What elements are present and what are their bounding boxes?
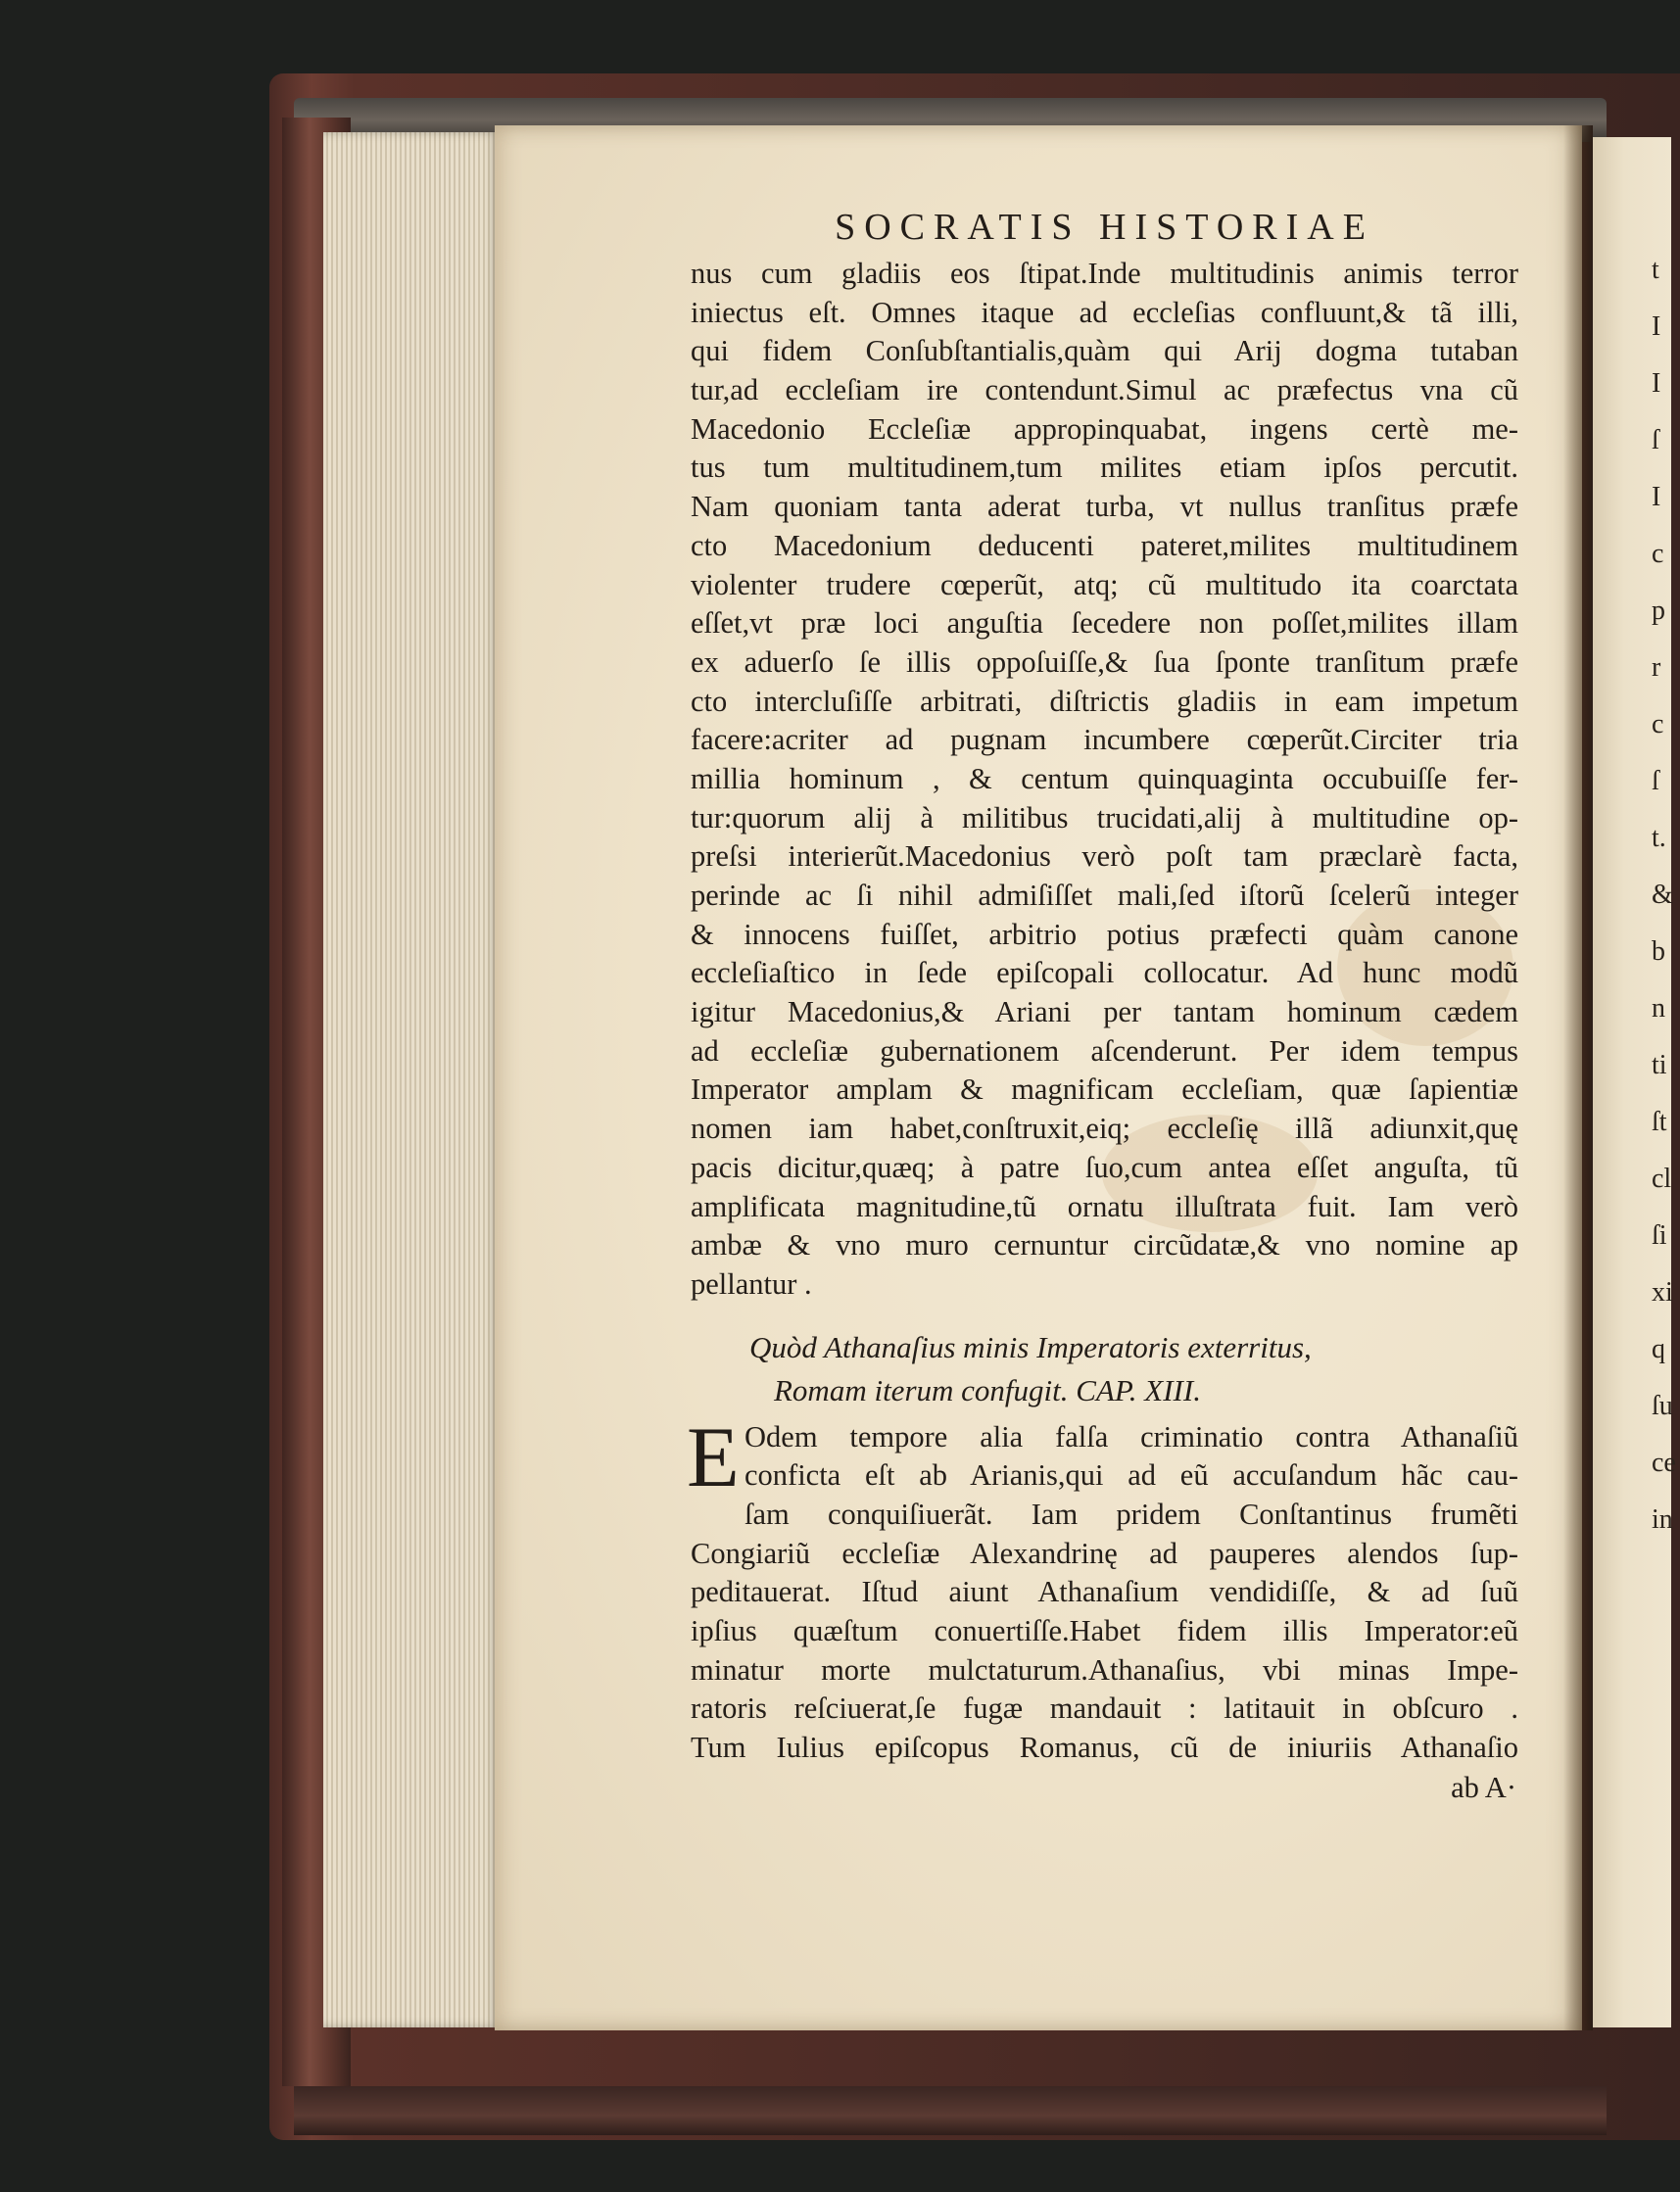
facing-page-fragment: xi	[1652, 1277, 1673, 1308]
text-line: ſam conquiſiuerãt. Iam pridem Conſtantinus frumẽti	[744, 1497, 1518, 1531]
text-line: Nam quoniam tanta aderat turba, vt nullus tranſitus præfe	[691, 490, 1518, 524]
facing-page-fragment: I	[1652, 311, 1661, 342]
facing-page-fragment: n	[1652, 993, 1665, 1024]
text-line: iniectus eſt. Omnes itaque ad eccleſias confluunt,& tã illi,	[691, 295, 1518, 329]
text-line: peditauerat. Iſtud aiunt Athanaſium vendidiſſe, & ad ſuũ	[691, 1575, 1518, 1609]
page-gutter	[1563, 125, 1593, 2030]
chapter-heading	[691, 1326, 1518, 1412]
text-line: Imperator amplam & magnificam eccleſiam, quæ ſapientiæ	[691, 1072, 1518, 1107]
text-line: preſsi interierũt.Macedonius verò poſt tam præclarè facta,	[691, 839, 1518, 874]
body-paragraph	[691, 255, 1518, 1305]
facing-page-fragment: ſ	[1652, 766, 1659, 796]
text-line: Congiariũ eccleſiæ Alexandrinę ad pauperes alendos ſup-	[691, 1536, 1518, 1570]
facing-page-fragment: ſ	[1652, 425, 1659, 455]
facing-page-fragment: in	[1652, 1504, 1673, 1535]
facing-page	[1593, 137, 1676, 2027]
facing-page-fragment: c	[1652, 539, 1664, 569]
text-line: millia hominum , & centum quinquaginta occubuiſſe fer-	[691, 761, 1518, 795]
text-line: Odem tempore alia falſa criminatio contra Athanaſiũ	[744, 1419, 1518, 1453]
facing-page-fragment: q	[1652, 1334, 1665, 1364]
facing-page-fragment: I	[1652, 368, 1661, 399]
text-line: violenter trudere cœperũt, atq; cũ multitudo ita coarctata	[691, 567, 1518, 601]
facing-page-fragment: I	[1652, 482, 1661, 512]
text-line: nus cum gladiis eos ſtipat.Inde multitudinis animis terror	[691, 257, 1518, 290]
text-line: igitur Macedonius,& Ariani per tantam hominum cædem	[691, 995, 1518, 1029]
text-line: Tum Iulius epiſcopus Romanus, cũ de iniuriis Athanaſio	[691, 1731, 1518, 1765]
text-line: conficta eſt ab Arianis,qui ad eũ accuſandum hãc cau-	[744, 1458, 1518, 1493]
text-line: eccleſiaſtico in ſede epiſcopali collocatur. Ad hunc modũ	[691, 956, 1518, 990]
text-line: facere:acriter ad pugnam incumbere cœperũt.Circiter tria	[691, 723, 1518, 757]
text-line: ambæ & vno muro cernuntur circũdatæ,& vno nomine ap	[691, 1228, 1518, 1263]
facing-page-fragment: r	[1652, 652, 1661, 683]
text-line: tur:quorum alij à militibus trucidati,alij à multitudine op-	[691, 800, 1518, 834]
text-line: ratoris reſciuerat,ſe fugæ mandauit : latitauit in obſcuro .	[691, 1692, 1518, 1726]
text-line: minatur morte mulctaturum.Athanaſius, vbi minas Impe-	[691, 1652, 1518, 1687]
text-line: Macedonio Eccleſiæ appropinquabat, ingens certè me-	[691, 411, 1518, 446]
text-line: pacis dicitur,quæq; à patre ſuo,cum antea eſſet anguſta, tũ	[691, 1150, 1518, 1184]
facing-page-fragment: ce	[1652, 1448, 1676, 1478]
text-line: ad eccleſiæ gubernationem aſcenderunt. Per idem tempus	[691, 1033, 1518, 1068]
text-line: ex aduerſo ſe illis oppoſuiſſe,& ſua ſponte tranſitum præfe	[691, 644, 1518, 679]
chapter-heading-line: Quòd Athanaſius minis Imperatoris exterritus,	[749, 1329, 1312, 1364]
catchword: ab A·	[1451, 1770, 1516, 1804]
facing-page-fragment: &	[1652, 880, 1673, 910]
book-bottom-board	[294, 2086, 1607, 2135]
text-block	[687, 206, 1518, 1807]
facing-page-fragment: ſu	[1652, 1391, 1673, 1421]
facing-page-fragment: c	[1652, 709, 1664, 739]
text-line: tus tum multitudinem,tum milites etiam ipſos percutit.	[691, 451, 1518, 485]
facing-page-fragment: ſi	[1652, 1220, 1667, 1251]
facing-page-fragment: t	[1652, 255, 1659, 285]
running-head: SOCRATIS HISTORIAE	[835, 207, 1374, 248]
text-line: pellantur .	[691, 1266, 812, 1301]
text-line: & innocens fuiſſet, arbitrio potius præfecti quàm canone	[691, 917, 1518, 951]
facing-page-fragment: p	[1652, 596, 1665, 626]
page-stack-edge	[323, 132, 500, 2027]
chapter-paragraph	[687, 1409, 1518, 1768]
facing-page-fragment: ti	[1652, 1050, 1667, 1080]
facing-page-fragment: b	[1652, 936, 1665, 967]
text-line: qui fidem Conſubſtantialis,quàm qui Arij dogma tutaban	[691, 334, 1518, 368]
text-line: amplificata magnitudine,tũ ornatu illuſtrata fuit. Iam verò	[691, 1189, 1518, 1223]
text-line: eſſet,vt præ loci anguſtia ſecedere non poſſet,milites illam	[691, 606, 1518, 641]
facing-page-fragment: t.	[1652, 823, 1666, 853]
facing-page-fragment: cl	[1652, 1164, 1672, 1194]
text-line: perinde ac ſi nihil admiſiſſet mali,ſed iſtorũ ſcelerũ integer	[691, 879, 1518, 912]
drop-cap: E	[687, 1409, 740, 1505]
chapter-heading-line: Romam iterum confugit. CAP. XIII.	[774, 1372, 1201, 1407]
text-line: cto intercluſiſſe arbitrati, diſtrictis gladiis in eam impetum	[691, 684, 1518, 718]
text-line: nomen iam habet,conſtruxit,eiq; eccleſię illã adiunxit,quę	[691, 1112, 1518, 1146]
text-line: ipſius quæſtum conuertiſſe.Habet fidem illis Imperator:eũ	[691, 1614, 1518, 1647]
text-line: tur,ad eccleſiam ire contendunt.Simul ac præfectus vna cũ	[691, 373, 1518, 407]
text-line: cto Macedonium deducenti pateret,milites multitudinem	[691, 528, 1518, 562]
facing-page-fragment: ſt	[1652, 1107, 1667, 1137]
